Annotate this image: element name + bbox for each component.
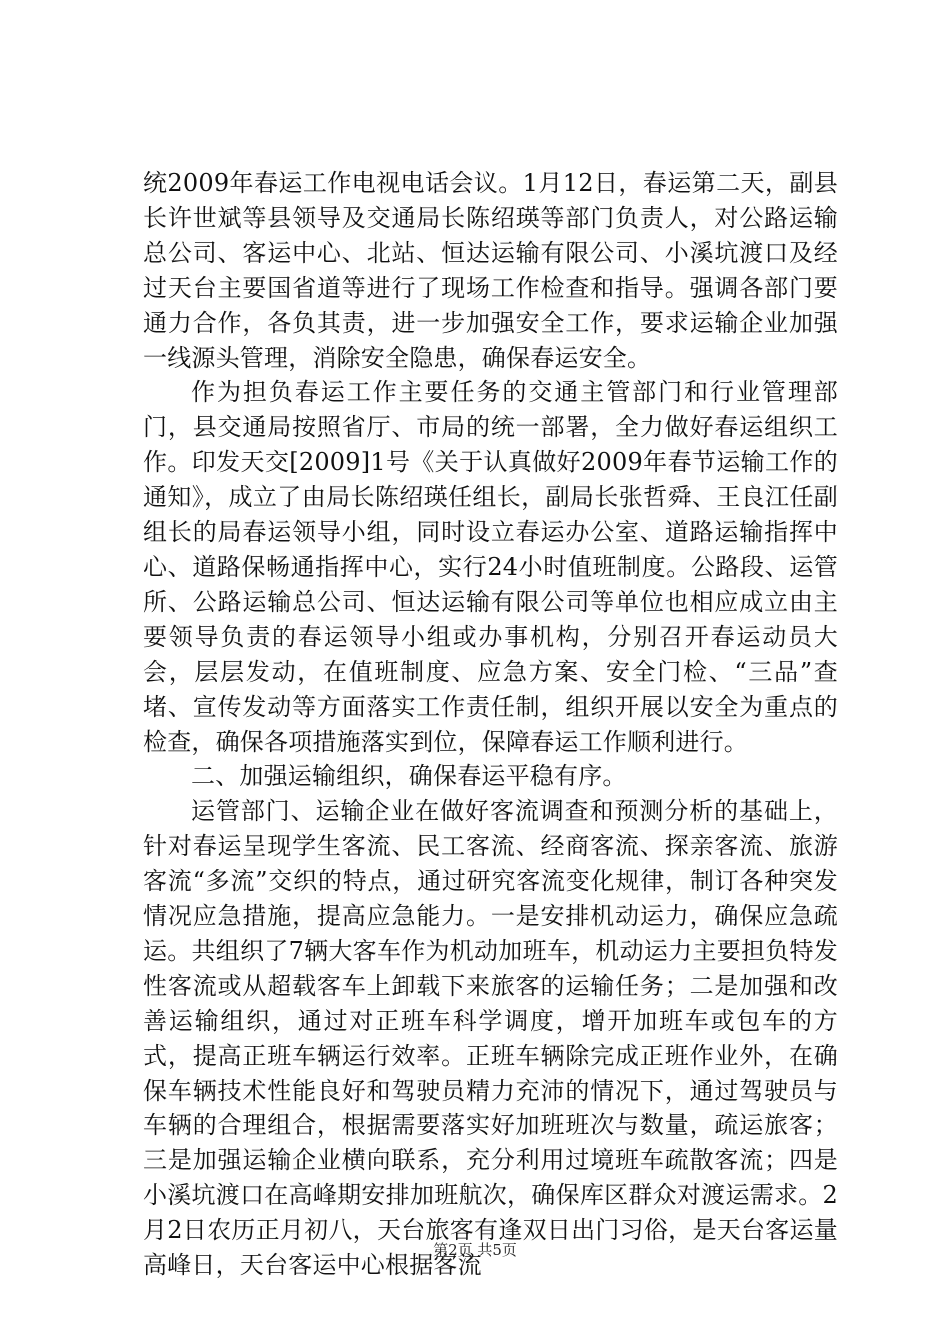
page-footer: 第2页 共5页 (433, 1241, 517, 1259)
paragraph-2: 作为担负春运工作主要任务的交通主管部门和行业管理部门，县交通局按照省厅、市局的统一部署，全力做好春运组织工作。印发天交[2009]1号《关于认真做好2009年春节运输工作的通知》，成立了由局长陈绍瑛任组长，副局长张哲舜、王良江任副组长的局春运领导小组，同时设立春运办公室、道路运输指挥中心、道路保畅通指挥中心，实行24小时值班制度。公路段、运管所、公路运输总公司、恒达运输有限公司等单位也相应成立由主要领导负责的春运领导小组或办事机构，分别召开春运动员大会，层层发动，在值班制度、应急方案、安全门检、“三品”查堵、宣传发动等方面落实工作责任制，组织开展以安全为重点的检查，确保各项措施落实到位，保障春运工作顺利进行。 (143, 378, 838, 756)
paragraph-1: 统2009年春运工作电视电话会议。1月12日，春运第二天，副县长许世斌等县领导及交通局长陈绍瑛等部门负责人，对公路运输总公司、客运中心、北站、恒达运输有限公司、小溪坑渡口及经过天台主要国省道等进行了现场工作检查和指导。强调各部门要通力合作，各负其责，进一步加强安全工作，要求运输企业加强一线源头管理，消除安全隐患，确保春运安全。 (143, 169, 838, 372)
document-body (143, 166, 838, 1283)
paragraph-4: 运管部门、运输企业在做好客流调查和预测分析的基础上，针对春运呈现学生客流、民工客流、经商客流、探亲客流、旅游客流“多流”交织的特点，通过研究客流变化规律，制订各种突发情况应急措施，提高应急能力。一是安排机动运力，确保应急疏运。共组织了7辆大客车作为机动加班车，机动运力主要担负特发性客流或从超载客车上卸载下来旅客的运输任务；二是加强和改善运输组织，通过对正班车科学调度，增开加班车或包车的方式，提高正班车辆运行效率。正班车辆除完成正班作业外，在确保车辆技术性能良好和驾驶员精力充沛的情况下，通过驾驶员与车辆的合理组合，根据需要落实好加班班次与数量，疏运旅客；三是加强运输企业横向联系，充分利用过境班车疏散客流；四是小溪坑渡口在高峰期安排加班航次，确保库区群众对渡运需求。2月2日农历正月初八，天台旅客有逢双日出门习俗，是天台客运量高峰日，天台客运中心根据客流 (143, 797, 838, 1280)
section-heading-2: 二、加强运输组织，确保春运平稳有序。 (191, 762, 627, 791)
